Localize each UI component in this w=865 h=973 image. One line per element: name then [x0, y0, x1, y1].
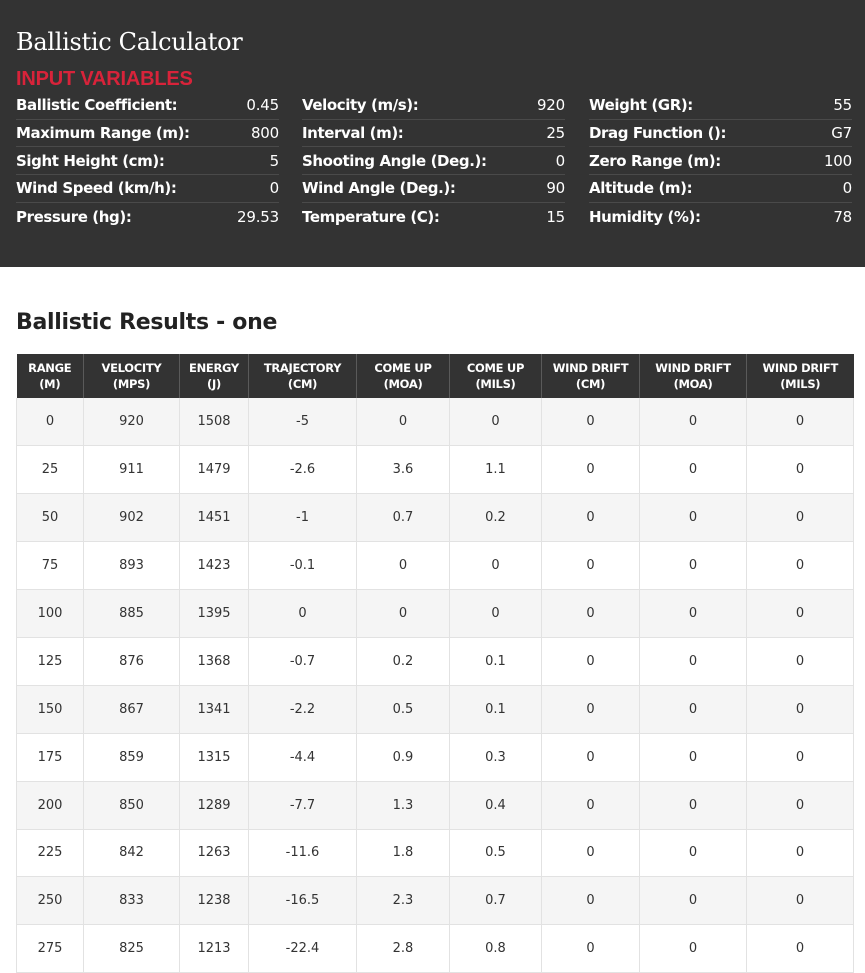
column-header	[357, 354, 450, 398]
table-cell: 0	[450, 398, 542, 446]
input-value[interactable]: G7	[831, 124, 852, 143]
column-header-title: COME UP	[374, 361, 432, 375]
column-header-title: ENERGY	[189, 361, 239, 375]
table-cell: 1395	[180, 590, 249, 638]
table-row	[17, 446, 854, 494]
table-cell: 175	[17, 733, 84, 781]
column-header-unit: (MOA)	[673, 377, 713, 391]
input-row-interval	[302, 120, 565, 148]
table-cell: 2.8	[357, 925, 450, 973]
table-cell: 1451	[180, 494, 249, 542]
table-cell: 50	[17, 494, 84, 542]
table-cell: 0	[640, 542, 747, 590]
table-cell: 0	[542, 925, 640, 973]
input-label: Sight Height (cm):	[16, 151, 165, 170]
table-cell: -0.7	[249, 637, 357, 685]
input-value[interactable]: 0	[555, 151, 565, 170]
table-row	[17, 685, 854, 733]
table-cell: 0	[747, 542, 854, 590]
table-cell: -16.5	[249, 877, 357, 925]
table-cell: 0	[357, 398, 450, 446]
table-cell: 0	[747, 494, 854, 542]
input-label: Shooting Angle (Deg.):	[302, 151, 487, 170]
table-cell: 0	[747, 829, 854, 877]
results-table-body	[17, 398, 854, 973]
table-cell: 0.8	[450, 925, 542, 973]
table-cell: 0.5	[450, 829, 542, 877]
table-cell: 3.6	[357, 446, 450, 494]
table-cell: 0	[542, 542, 640, 590]
input-row-velocity	[302, 92, 565, 120]
column-header-unit: (MILS)	[475, 377, 516, 391]
table-cell: 0	[640, 829, 747, 877]
input-row-sight-height	[16, 147, 279, 175]
table-cell: 0	[542, 685, 640, 733]
input-value[interactable]: 800	[250, 124, 279, 143]
table-cell: 902	[84, 494, 180, 542]
table-cell: 0	[747, 446, 854, 494]
table-cell: -1	[249, 494, 357, 542]
input-value[interactable]: 55	[833, 96, 852, 115]
table-cell: 0.5	[357, 685, 450, 733]
table-cell: 0.9	[357, 733, 450, 781]
column-header	[17, 354, 84, 398]
table-cell: -11.6	[249, 829, 357, 877]
column-header-title: RANGE	[28, 361, 72, 375]
table-cell: 1.3	[357, 781, 450, 829]
table-row	[17, 494, 854, 542]
input-column-2	[302, 92, 565, 230]
input-value[interactable]: 0	[842, 179, 852, 198]
column-header	[747, 354, 854, 398]
table-cell: 0.2	[450, 494, 542, 542]
input-row-zero-range	[589, 147, 852, 175]
table-cell: 225	[17, 829, 84, 877]
table-cell: 250	[17, 877, 84, 925]
table-cell: 0	[17, 398, 84, 446]
input-value[interactable]: 5	[269, 151, 279, 170]
table-cell: 1.8	[357, 829, 450, 877]
table-cell: -7.7	[249, 781, 357, 829]
table-cell: 0	[747, 781, 854, 829]
table-row	[17, 925, 854, 973]
table-cell: 0	[450, 542, 542, 590]
table-cell: 0	[640, 398, 747, 446]
table-cell: 0	[542, 446, 640, 494]
input-row-maximum-range	[16, 120, 279, 148]
input-label: Weight (GR):	[589, 96, 693, 115]
column-header-title: WIND DRIFT	[762, 361, 839, 375]
table-cell: 0	[640, 925, 747, 973]
table-cell: 0	[640, 733, 747, 781]
table-cell: 0	[542, 637, 640, 685]
input-row-temperature	[302, 203, 565, 231]
table-row	[17, 590, 854, 638]
table-cell: 1.1	[450, 446, 542, 494]
input-value[interactable]: 78	[833, 207, 852, 226]
table-cell: 0	[450, 590, 542, 638]
table-cell: -5	[249, 398, 357, 446]
input-label: Ballistic Coefficient:	[16, 96, 178, 115]
results-title: Ballistic Results - one	[16, 310, 278, 335]
table-cell: 911	[84, 446, 180, 494]
table-row	[17, 398, 854, 446]
table-cell: 150	[17, 685, 84, 733]
table-cell: 0.7	[357, 494, 450, 542]
input-value[interactable]: 25	[546, 124, 565, 143]
table-row	[17, 542, 854, 590]
input-row-humidity	[589, 203, 852, 231]
table-cell: 0	[249, 590, 357, 638]
table-row	[17, 733, 854, 781]
input-label: Zero Range (m):	[589, 151, 721, 170]
column-header-title: VELOCITY	[101, 361, 162, 375]
table-row	[17, 637, 854, 685]
column-header-unit: (CM)	[575, 377, 606, 391]
column-header-unit: (MPS)	[112, 377, 151, 391]
table-cell: 25	[17, 446, 84, 494]
input-value[interactable]: 15	[546, 207, 565, 226]
table-cell: 0.7	[450, 877, 542, 925]
table-cell: -22.4	[249, 925, 357, 973]
table-cell: -2.6	[249, 446, 357, 494]
table-cell: 0	[542, 398, 640, 446]
header-row	[17, 354, 854, 398]
input-row-ballistic-coefficient	[16, 92, 279, 120]
column-header-title: COME UP	[466, 361, 525, 375]
input-row-drag-function	[589, 120, 852, 148]
table-cell: 0	[747, 733, 854, 781]
table-cell: 0	[747, 398, 854, 446]
input-label: Interval (m):	[302, 124, 404, 143]
column-header-title: TRAJECTORY	[263, 361, 342, 375]
input-row-weight	[589, 92, 852, 120]
table-cell: 0	[747, 685, 854, 733]
input-label: Wind Speed (km/h):	[16, 179, 177, 198]
table-cell: 885	[84, 590, 180, 638]
table-cell: 1423	[180, 542, 249, 590]
input-label: Wind Angle (Deg.):	[302, 179, 456, 198]
table-cell: 275	[17, 925, 84, 973]
table-cell: 0	[640, 877, 747, 925]
table-cell: 0.3	[450, 733, 542, 781]
input-column-1	[16, 92, 279, 230]
input-panel	[0, 0, 865, 267]
table-cell: 125	[17, 637, 84, 685]
table-cell: 0	[357, 590, 450, 638]
table-cell: 0	[747, 877, 854, 925]
table-cell: 100	[17, 590, 84, 638]
table-row	[17, 877, 854, 925]
table-cell: 0	[640, 446, 747, 494]
table-cell: 0	[542, 781, 640, 829]
table-cell: 1341	[180, 685, 249, 733]
table-cell: 1213	[180, 925, 249, 973]
column-header-unit: (CM)	[287, 377, 318, 391]
input-row-altitude	[589, 175, 852, 203]
input-value[interactable]: 920	[536, 96, 565, 115]
table-cell: 0.1	[450, 685, 542, 733]
table-cell: 0	[542, 590, 640, 638]
column-header	[249, 354, 357, 398]
table-cell: 1315	[180, 733, 249, 781]
table-cell: 842	[84, 829, 180, 877]
input-label: Altitude (m):	[589, 179, 693, 198]
table-cell: 200	[17, 781, 84, 829]
table-cell: 867	[84, 685, 180, 733]
table-cell: 0	[640, 685, 747, 733]
input-row-pressure	[16, 203, 279, 231]
table-cell: 0.2	[357, 637, 450, 685]
table-cell: 825	[84, 925, 180, 973]
table-cell: 1289	[180, 781, 249, 829]
table-cell: 0	[542, 733, 640, 781]
input-value[interactable]: 29.53	[237, 207, 279, 226]
table-cell: 0	[747, 637, 854, 685]
table-cell: 0	[357, 542, 450, 590]
column-header-title: WIND DRIFT	[655, 361, 731, 375]
table-cell: 893	[84, 542, 180, 590]
input-label: Drag Function ():	[589, 124, 727, 143]
input-column-3	[589, 92, 852, 230]
input-value[interactable]: 0.45	[246, 96, 279, 115]
table-cell: 0	[747, 590, 854, 638]
table-cell: 833	[84, 877, 180, 925]
column-header-unit: (MOA)	[383, 377, 423, 391]
table-cell: -4.4	[249, 733, 357, 781]
column-header-unit: (J)	[207, 377, 221, 391]
input-label: Temperature (C):	[302, 207, 440, 226]
column-header	[640, 354, 747, 398]
table-cell: 0	[542, 494, 640, 542]
column-header-title: WIND DRIFT	[552, 361, 629, 375]
column-header	[180, 354, 249, 398]
table-cell: 920	[84, 398, 180, 446]
results-table-header	[17, 354, 854, 398]
table-row	[17, 829, 854, 877]
column-header-unit: (MILS)	[780, 377, 821, 391]
table-cell: 0	[640, 590, 747, 638]
input-value[interactable]: 0	[269, 179, 279, 198]
table-cell: 0	[640, 637, 747, 685]
table-cell: 1368	[180, 637, 249, 685]
input-label: Velocity (m/s):	[302, 96, 419, 115]
input-value[interactable]: 90	[546, 179, 565, 198]
table-cell: -2.2	[249, 685, 357, 733]
results-table	[16, 354, 854, 973]
input-row-wind-angle	[302, 175, 565, 203]
table-cell: 876	[84, 637, 180, 685]
column-header	[542, 354, 640, 398]
table-cell: 0	[542, 877, 640, 925]
table-cell: 850	[84, 781, 180, 829]
input-row-shooting-angle	[302, 147, 565, 175]
column-header-unit: (M)	[39, 377, 61, 391]
table-cell: 859	[84, 733, 180, 781]
input-variables-heading: INPUT VARIABLES	[16, 68, 193, 90]
table-cell: 2.3	[357, 877, 450, 925]
table-cell: 0	[747, 925, 854, 973]
app-title: Ballistic Calculator	[16, 28, 243, 56]
table-cell: 1479	[180, 446, 249, 494]
column-header	[450, 354, 542, 398]
table-cell: 0.4	[450, 781, 542, 829]
table-cell: 75	[17, 542, 84, 590]
input-label: Pressure (hg):	[16, 207, 132, 226]
table-cell: 1238	[180, 877, 249, 925]
table-cell: 0	[640, 494, 747, 542]
table-cell: 1263	[180, 829, 249, 877]
input-label: Maximum Range (m):	[16, 124, 190, 143]
table-cell: 1508	[180, 398, 249, 446]
input-row-wind-speed	[16, 175, 279, 203]
table-row	[17, 781, 854, 829]
column-header	[84, 354, 180, 398]
input-value[interactable]: 100	[823, 151, 852, 170]
table-cell: 0	[640, 781, 747, 829]
table-cell: 0	[542, 829, 640, 877]
table-cell: -0.1	[249, 542, 357, 590]
input-label: Humidity (%):	[589, 207, 701, 226]
table-cell: 0.1	[450, 637, 542, 685]
